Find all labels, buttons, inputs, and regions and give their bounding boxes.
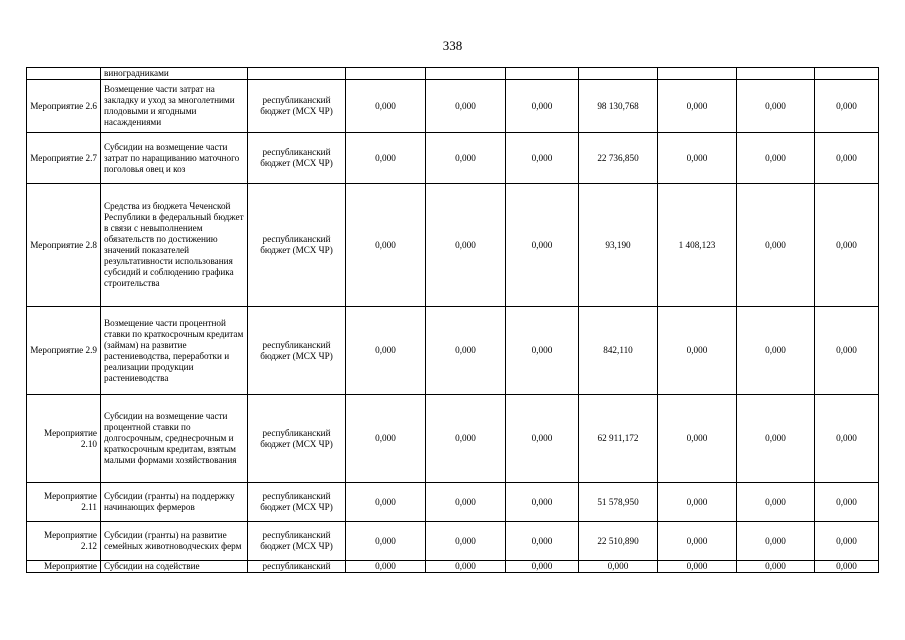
funding-source-cell: республиканский бюджет (МСХ ЧР) [248,80,346,133]
table-row [27,80,879,133]
value-cell: 0,000 [658,395,737,483]
value-cell: 0,000 [658,483,737,522]
event-code-cell: Мероприятие 2.10 [27,395,101,483]
event-name-cell: Субсидии (гранты) на поддержку начинающих фермеров [101,483,248,522]
funding-source-cell: республиканский [248,561,346,573]
value-cell: 0,000 [346,307,426,395]
code-cell [27,68,101,80]
value-cell: 0,000 [815,561,879,573]
value-cell: 1 408,123 [658,184,737,307]
value-cell: 0,000 [737,483,815,522]
value-cell: 0,000 [426,80,506,133]
event-code-cell: Мероприятие 2.12 [27,522,101,561]
event-name-cell: Средства из бюджета Чеченской Республики в федеральный бюджет в связи с невыполнением обязательств по достижению значений показателей результативности использования субсидий и соблюдению графика строительства [101,184,248,307]
value-cell: 0,000 [658,307,737,395]
value-cell: 98 130,768 [579,80,658,133]
funding-source-cell: республиканский бюджет (МСХ ЧР) [248,483,346,522]
value-cell: 0,000 [815,522,879,561]
event-code-cell: Мероприятие [27,561,101,573]
event-name-cell: Субсидии на содействие [101,561,248,573]
value-cell: 0,000 [346,80,426,133]
value-cell: 0,000 [737,184,815,307]
page-number: 338 [442,38,463,53]
event-code-cell: Мероприятие 2.8 [27,184,101,307]
event-code-cell: Мероприятие 2.6 [27,80,101,133]
value-cell: 0,000 [815,80,879,133]
funding-source-cell: республиканский бюджет (МСХ ЧР) [248,184,346,307]
value-cell: 0,000 [426,307,506,395]
value-cell: 0,000 [346,483,426,522]
value-cell: 0,000 [426,561,506,573]
value-cell: 0,000 [346,561,426,573]
value-cell: 22 510,890 [579,522,658,561]
budget-table [26,67,879,573]
value-cell: 0,000 [658,133,737,184]
value-cell: 0,000 [506,395,579,483]
value-cell: 0,000 [815,133,879,184]
table-row [27,395,879,483]
event-name-cell: Субсидии на возмещение части процентной ставки по долгосрочным, среднесрочным и краткосрочным кредитам, взятым малыми формами хозяйствования [101,395,248,483]
value-cell: 0,000 [506,184,579,307]
value-cell: 0,000 [426,522,506,561]
value-cell: 0,000 [346,133,426,184]
value-cell: 0,000 [346,184,426,307]
value-cell: 0,000 [506,133,579,184]
value-cell: 22 736,850 [579,133,658,184]
value-cell: 0,000 [506,80,579,133]
value-cell: 0,000 [506,307,579,395]
event-name-cell: Возмещение части затрат на закладку и уход за многолетними плодовыми и ягодными насаждениями [101,80,248,133]
value-cell: 0,000 [815,307,879,395]
value-cell: 0,000 [579,561,658,573]
value-cell: 0,000 [737,395,815,483]
value-cell: 0,000 [346,395,426,483]
event-code-cell: Мероприятие 2.9 [27,307,101,395]
table-row [27,522,879,561]
event-code-cell: Мероприятие 2.7 [27,133,101,184]
continuation-row [27,68,879,80]
table-row [27,483,879,522]
value-cell: 0,000 [658,561,737,573]
value-cell: 0,000 [737,561,815,573]
value-cell: 0,000 [815,184,879,307]
value-cell: 0,000 [815,483,879,522]
value-cell: 62 911,172 [579,395,658,483]
value-cell: 0,000 [815,395,879,483]
value-cell: 0,000 [506,561,579,573]
value-cell: 0,000 [426,395,506,483]
table-row [27,307,879,395]
value-cell: 0,000 [737,133,815,184]
name-cell: виноградниками [101,68,248,80]
value-cell: 0,000 [737,80,815,133]
value-cell: 0,000 [737,307,815,395]
value-cell: 0,000 [426,483,506,522]
funding-source-cell: республиканский бюджет (МСХ ЧР) [248,307,346,395]
value-cell: 0,000 [426,133,506,184]
value-cell: 0,000 [506,483,579,522]
funding-source-cell: республиканский бюджет (МСХ ЧР) [248,133,346,184]
funding-source-cell: республиканский бюджет (МСХ ЧР) [248,395,346,483]
value-cell: 0,000 [658,80,737,133]
value-cell: 0,000 [426,184,506,307]
event-code-cell: Мероприятие 2.11 [27,483,101,522]
table-row [27,184,879,307]
value-cell: 842,110 [579,307,658,395]
table-row [27,133,879,184]
table-row [27,561,879,573]
value-cell: 0,000 [506,522,579,561]
funding-source-cell: республиканский бюджет (МСХ ЧР) [248,522,346,561]
value-cell: 0,000 [346,522,426,561]
event-name-cell: Субсидии (гранты) на развитие семейных животноводческих ферм [101,522,248,561]
value-cell: 0,000 [737,522,815,561]
value-cell: 0,000 [658,522,737,561]
event-name-cell: Возмещение части процентной ставки по краткосрочным кредитам (займам) на развитие растениеводства, переработки и реализации продукции растениеводства [101,307,248,395]
value-cell: 51 578,950 [579,483,658,522]
value-cell: 93,190 [579,184,658,307]
event-name-cell: Субсидии на возмещение части затрат по наращиванию маточного поголовья овец и коз [101,133,248,184]
